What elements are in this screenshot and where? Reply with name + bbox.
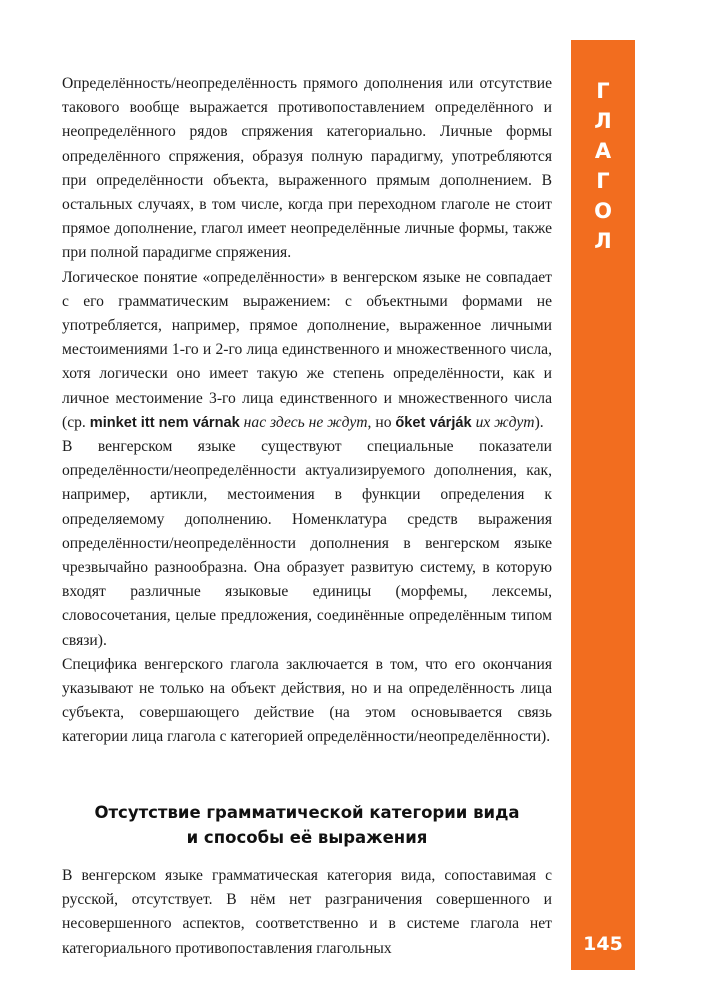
chapter-letter: Л [594, 229, 612, 253]
chapter-letter: Л [594, 109, 612, 133]
connector-text: , но [367, 413, 396, 431]
chapter-letter: А [594, 139, 612, 163]
section-heading-line-2: и способы её выражения [186, 828, 428, 847]
example-gloss: нас здесь не ждут [243, 413, 368, 431]
hungarian-example: őket várják [395, 414, 472, 431]
paragraph-3: В венгерском языке существуют специальные показатели определённости/неопределённости актуализируемого дополнения, как, например, артикли, местоимения в функции определения к определяемому дополнению. Номенклатура средств выражения определённости/неопределённости дополнения в венгерском языке чрезвычайно разнообразна. Она образует развитую систему, в которую входят различные языковые единицы (морфемы, лексемы, словосочетания, целые предложения, соединённые определённым типом связи). [62, 438, 552, 649]
paragraph-5: В венгерском языке грамматическая категория вида, сопоставимая с русской, отсутствует. В нём нет разграничения совершенного и несовершенного аспектов, соответственно и в системе глагола нет категориального противопоставления глагольных [62, 867, 552, 957]
chapter-letter: Г [596, 79, 610, 103]
chapter-side-tab [571, 40, 635, 970]
body-text-bottom [62, 864, 552, 961]
chapter-letter: Г [596, 169, 610, 193]
paragraph-2-text: Логическое понятие «определённости» в венгерском языке не совпадает с его грамматическим выражением: с объектными формами не употребляется, например, прямое дополнение, выраженное личными местоимениями 1-го и 2-го лица единственного и множественного числа, хотя логически оно имеет такую же степень определённости, как и личное местоимение 3-го лица единственного и множественного числа (ср. [62, 268, 552, 431]
hungarian-example: minket itt nem várnak [89, 414, 240, 431]
chapter-title-vertical [571, 76, 635, 256]
paragraph-2 [62, 266, 552, 435]
section-heading [62, 800, 552, 850]
example-gloss: их ждут [475, 413, 535, 431]
section-heading-line-1: Отсутствие грамматической категории вида [94, 803, 520, 822]
closing-text: ). [534, 413, 544, 431]
chapter-letter: О [594, 199, 612, 223]
paragraph-1: Определённость/неопределённость прямого дополнения или отсутствие такового вообще выражается противопоставлением определённого и неопределённого рядов спряжения категориально. Личные формы определённого спряжения, образуя полную парадигму, употребляются при определённости объекта, выраженного прямым дополнением. В остальных случаях, в том числе, когда при переходном глаголе не стоит прямое дополнение, глагол имеет неопределённые личные формы, также при полной парадигме спряжения. [62, 75, 552, 262]
paragraph-4: Специфика венгерского глагола заключается в том, что его окончания указывают не только на объект действия, но и на определённость лица субъекта, совершающего действие (на этом основывается связь категории лица глагола с категорией определённости/неопределённости). [62, 655, 552, 746]
body-text-top [62, 72, 552, 750]
page-number: 145 [583, 933, 623, 955]
